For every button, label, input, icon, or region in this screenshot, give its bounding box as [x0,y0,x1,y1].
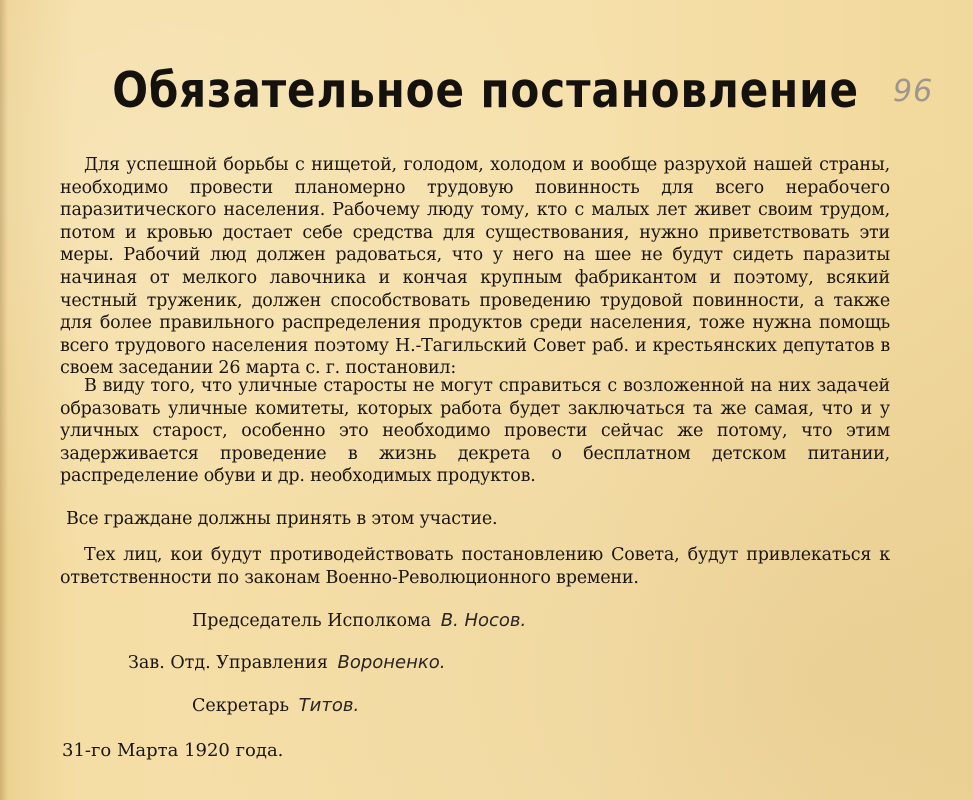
paragraph-preamble: Для успешной борьбы с нищетой, голодом, холодом и вообще разрухой нашей страны, необходимо провести планомерно трудовую повинность для всего нерабочего паразитического населения. Рабочему люду тому, кто с малых лет живет своим трудом, потом и кровью достает себе средства для существования, нужно приветствовать эти меры. Рабочий люд должен радоваться, что у него на шее не будут сидеть паразиты начиная от мелкого лавочника и кончая крупным фабрикантом и поэтому, всякий честный труженик, должен способствовать проведению трудовой повинности, а также для более правильного распределения продуктов среди населения, тоже нужна помощь всего трудового населения поэтому Н.-Тагильский Совет раб. и крестьянских депутатов в своем заседании 26 марта с. г. постановил: [60,155,890,379]
paragraph-liability: Тех лиц, кои будут противодействовать постановлению Совета, будут привлекаться к ответственности по законам Военно-Революционного времени. [60,545,890,588]
signature-title: Зав. Отд. Управления [128,653,328,673]
signature-title: Секретарь [192,696,290,716]
page-edge-shadow [0,0,8,800]
signature-secretary [192,695,359,716]
document-title: Обязательное постановление [112,62,859,119]
signature-department-head [128,652,446,673]
document-date: 31-го Марта 1920 года. [62,740,284,761]
signature-chairman [192,610,526,631]
page-number: 96 [893,74,934,109]
signature-name: Титов. [298,695,360,716]
paragraph-participation: Все граждане должны принять в этом участие. [66,509,498,529]
signature-name: В. Носов. [440,610,527,631]
paragraph-resolution: В виду того, что уличные старосты не могут справиться с возложенной на них задачей образовать уличные комитеты, которых работа будет заключаться та же самая, что и у уличных старост, особенно это необходимо провести сейчас же потому, что этим задерживается проведение в жизнь декрета о бесплатном детском питании, распределение обуви и др. необходимых продуктов. [60,376,890,487]
signature-name: Вороненко. [337,652,446,673]
signature-title: Председатель Исполкома [192,611,432,631]
